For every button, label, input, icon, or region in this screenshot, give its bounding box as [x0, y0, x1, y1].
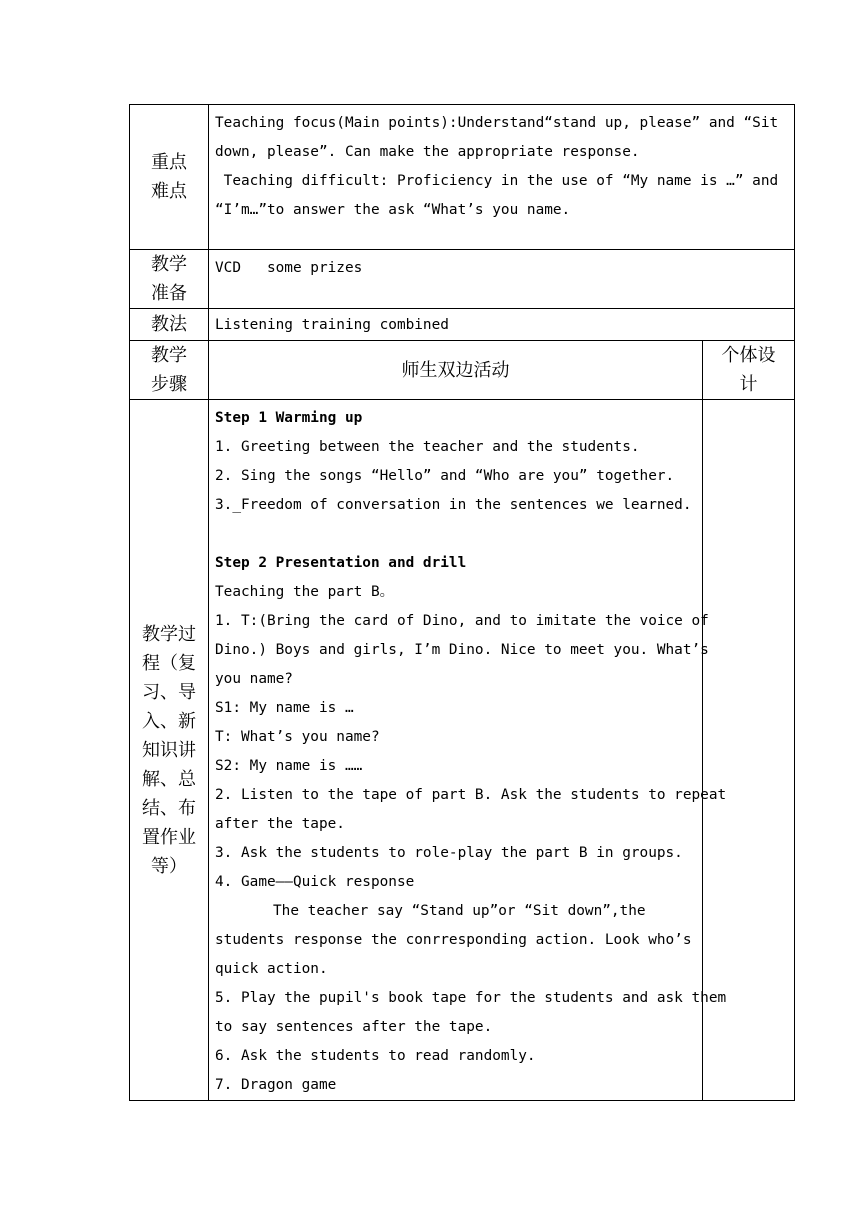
prep-content: [209, 250, 795, 309]
step2-line: S2: My name is ……: [215, 758, 363, 774]
step2-line: Dino.) Boys and girls, I’m Dino. Nice to meet you. What’s: [215, 642, 709, 658]
label-focus-text: 重点 难点: [151, 152, 187, 202]
focus-content: [209, 105, 795, 250]
step2-line: you name?: [215, 671, 293, 687]
step2-line: Teaching the part B。: [215, 584, 395, 600]
label-process: [130, 400, 209, 1101]
row-process: [130, 400, 795, 1101]
step2-line: S1: My name is …: [215, 700, 354, 716]
step1-line: 3._Freedom of conversation in the sentences we learned.: [215, 497, 692, 513]
step2-line: 7. Dragon game: [215, 1077, 337, 1093]
step1-title: Step 1 Warming up: [215, 410, 363, 426]
label-steps: [130, 341, 209, 400]
label-process-text: 教学过 程（复 习、导 入、新 知识讲 解、总 结、布 置作业 等）: [142, 623, 196, 877]
step2-line: to say sentences after the tape.: [215, 1019, 493, 1035]
step2-line: after the tape.: [215, 816, 345, 832]
blank-line: [215, 520, 696, 549]
focus-line: down, please”. Can make the appropriate response.: [215, 144, 640, 160]
step2-line: 3. Ask the students to role-play the part B in groups.: [215, 845, 683, 861]
step2-line: 4. Game——Quick response: [215, 874, 415, 890]
design-header-text: 个体设 计: [721, 345, 776, 395]
step1-line: 2. Sing the songs “Hello” and “Who are you” together.: [215, 468, 675, 484]
design-header: [703, 341, 795, 400]
lesson-plan-table: [129, 104, 795, 1101]
method-text: Listening training combined: [215, 317, 449, 333]
label-steps-text: 教学 步骤: [151, 345, 187, 395]
step2-line: 5. Play the pupil's book tape for the students and ask them: [215, 990, 727, 1006]
step2-line: 1. T:(Bring the card of Dino, and to imitate the voice of: [215, 613, 709, 629]
row-focus: [130, 105, 795, 250]
step1-line: 1. Greeting between the teacher and the students.: [215, 439, 640, 455]
focus-line: Teaching focus(Main points):Understand“stand up, please” and “Sit: [215, 115, 779, 131]
step2-title: Step 2 Presentation and drill: [215, 555, 467, 571]
activity-header: [209, 341, 703, 400]
method-content: [209, 309, 795, 341]
step2-line: T: What’s you name?: [215, 729, 380, 745]
label-focus: [130, 105, 209, 250]
process-content: [209, 400, 727, 1101]
label-method: [130, 309, 209, 341]
row-prep: [130, 250, 795, 309]
label-prep-text: 教学 准备: [151, 254, 187, 304]
step2-line: quick action.: [215, 961, 328, 977]
activity-header-text: 师生双边活动: [401, 359, 510, 381]
label-prep: [130, 250, 209, 309]
focus-line: “I’m…”to answer the ask “What’s you name.: [215, 202, 571, 218]
row-method: [130, 309, 795, 341]
step2-line: students response the conrresponding action. Look who’s: [215, 932, 692, 948]
label-method-text: 教法: [151, 314, 187, 335]
row-steps-header: [130, 341, 795, 400]
prep-text: VCD some prizes: [215, 260, 363, 276]
step2-line: 2. Listen to the tape of part B. Ask the students to repeat: [215, 787, 727, 803]
game-line: The teacher say “Stand up”or “Sit down”,the: [273, 903, 646, 919]
focus-line: Teaching difficult: Proficiency in the use of “My name is …” and: [215, 173, 779, 189]
step2-line: 6. Ask the students to read randomly.: [215, 1048, 536, 1064]
